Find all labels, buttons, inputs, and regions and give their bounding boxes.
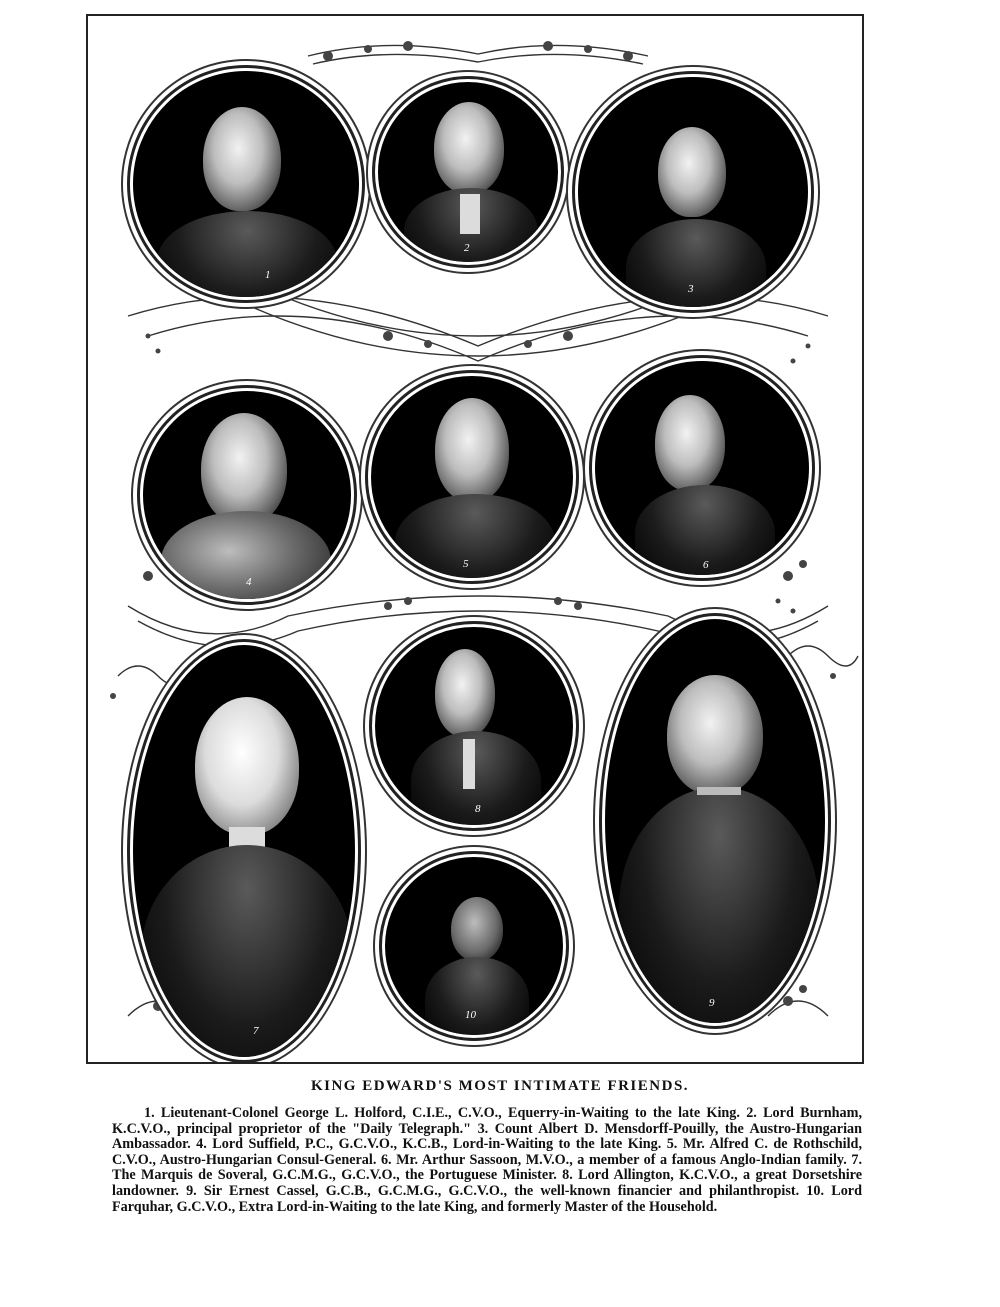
portrait-face (201, 413, 287, 525)
portrait-number: 4 (246, 576, 252, 588)
portrait-3 (575, 74, 811, 310)
portrait-shawl (161, 511, 331, 602)
portrait-1 (130, 68, 362, 300)
portrait-uniform (157, 211, 337, 300)
portrait-10 (382, 854, 566, 1038)
caption-body: 1. Lieutenant-Colonel George L. Holford, C.I.E., C.V.O., Equerry-in-Waiting to the late King. 2. Lord Burnham, K.C.V.O., principal proprietor of the "Daily Telegraph." 3. Count Albert D. Mensdorff-Pouilly, the Austro-Hungarian Ambassador. 4. Lord Suffield, P.C., G.C.V.O., K.C.B., Lord-in-Waiting to the late King. 5. Mr. Alfred C. de Rothschild, C.V.O., Austro-Hungarian Consul-General. 6. Mr. Arthur Sassoon, M.V.O., a member of a famous Anglo-Indian family. 7. The Marquis de Soveral, G.C.M.G., G.C.V.O., the Portuguese Minister. 8. Lord Allington, K.C.V.O., a great Dorsetshire landowner. 9. Sir Ernest Cassel, G.C.B., G.C.M.G., G.C.V.O., the well-known financier and philanthropist. 10. Lord Farquhar, G.C.V.O., Extra Lord-in-Waiting to the late King, and formerly Master of the Household. (112, 1105, 862, 1215)
portrait-number: 6 (703, 559, 709, 571)
portrait-face (435, 649, 495, 737)
portrait-6 (592, 358, 812, 578)
portrait-collar (460, 194, 480, 234)
portrait-7 (130, 642, 358, 1060)
portrait-coat (626, 219, 766, 310)
portrait-collar (463, 739, 475, 789)
portrait-number: 5 (463, 558, 469, 570)
portrait-coat (619, 787, 819, 1026)
photo-plate (86, 14, 864, 1064)
portrait-face (435, 398, 509, 502)
portrait-8 (372, 624, 576, 828)
portrait-number: 1 (265, 269, 271, 281)
portrait-2 (375, 79, 561, 265)
portrait-coat (141, 845, 353, 1060)
portrait-number: 10 (465, 1009, 476, 1021)
portrait-coat (395, 494, 555, 581)
portrait-face (434, 102, 504, 194)
portrait-face (655, 395, 725, 491)
portrait-number: 8 (475, 803, 481, 815)
portrait-coat (425, 957, 529, 1038)
portrait-collar (697, 787, 741, 795)
portrait-face (667, 675, 763, 795)
portrait-5 (368, 373, 576, 581)
portrait-9 (602, 616, 828, 1026)
portrait-number: 3 (688, 283, 694, 295)
portrait-face (451, 897, 503, 961)
portrait-number: 2 (464, 242, 470, 254)
portrait-number: 7 (253, 1025, 259, 1037)
portrait-face (203, 107, 281, 211)
portrait-4 (140, 388, 354, 602)
portrait-face (658, 127, 726, 217)
portrait-face (195, 697, 299, 835)
portrait-number: 9 (709, 997, 715, 1009)
caption-title: KING EDWARD'S MOST INTIMATE FRIENDS. (310, 1078, 690, 1094)
